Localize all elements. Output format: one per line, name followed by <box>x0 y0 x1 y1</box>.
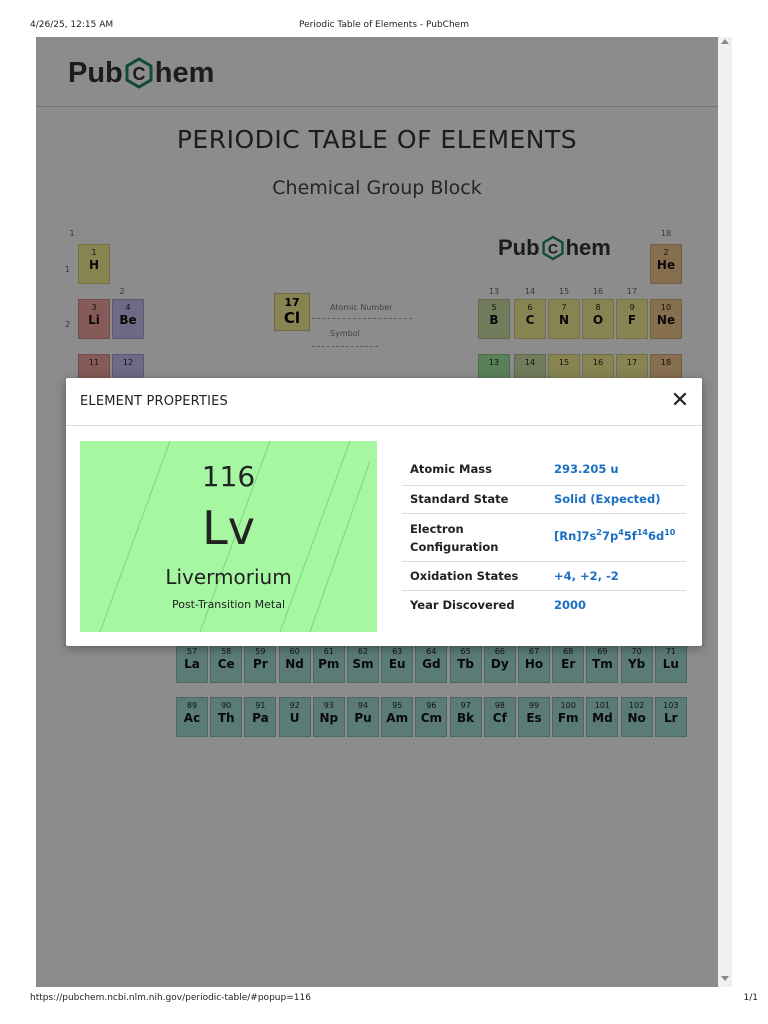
element-cell-symbol: Ce <box>217 657 235 671</box>
element-cell-number: 99 <box>528 701 540 710</box>
element-cell-number: 94 <box>357 701 369 710</box>
property-label: Electron Configuration <box>410 522 499 554</box>
property-row-standard-state <box>402 486 686 514</box>
element-cell-number: 96 <box>426 701 437 710</box>
element-cell-number: 93 <box>323 701 334 710</box>
element-cell-symbol: Bk <box>457 711 475 725</box>
element-number: 116 <box>201 460 256 493</box>
group-label: 14 <box>524 287 536 296</box>
element-cell-symbol: Er <box>561 657 576 671</box>
property-label: Atomic Mass <box>410 462 492 476</box>
print-header <box>0 0 768 36</box>
mini-logo-right: hem <box>565 235 611 260</box>
element-cell-symbol: F <box>627 313 637 327</box>
group-label: 16 <box>592 287 604 296</box>
print-page-number: 1/1 <box>743 993 758 1003</box>
legend-number: 17 <box>284 296 300 309</box>
print-url: https://pubchem.ncbi.nlm.nih.gov/periodic-table/#popup=116 <box>30 993 311 1003</box>
element-cell-number: 9 <box>629 303 635 312</box>
ec-sup: 2 <box>596 528 602 537</box>
property-value[interactable] <box>554 528 675 543</box>
properties-table <box>402 455 686 619</box>
element-cell-symbol: Gd <box>422 657 441 671</box>
element-cell-number: 18 <box>660 358 672 367</box>
element-cell-number: 57 <box>186 647 198 656</box>
ec-sup: 4 <box>618 528 624 537</box>
element-cell-symbol: Lu <box>662 657 679 671</box>
element-cell-symbol: Sm <box>352 657 374 671</box>
element-properties-modal <box>66 378 702 646</box>
property-label: Standard State <box>410 492 509 506</box>
page-title: PERIODIC TABLE OF ELEMENTS <box>176 125 578 154</box>
group-label: 15 <box>558 287 570 296</box>
element-cell-symbol: Nd <box>285 657 304 671</box>
element-cell-symbol: Pu <box>354 711 372 725</box>
element-cell-symbol: Pr <box>253 657 268 671</box>
modal-title: ELEMENT PROPERTIES <box>80 394 228 409</box>
element-cell-number: 1 <box>91 248 97 257</box>
element-cell-number: 101 <box>594 701 611 710</box>
property-label: Year Discovered <box>410 598 515 612</box>
group-label: 13 <box>488 287 500 296</box>
ec-part: 6d <box>647 528 665 543</box>
element-cell-symbol: Dy <box>490 657 509 671</box>
element-cell-number: 61 <box>323 647 334 656</box>
element-cell-number: 58 <box>221 647 232 656</box>
property-row-oxidation-states <box>402 562 686 591</box>
property-row-year-discovered <box>402 591 686 619</box>
logo-text-right: hem <box>154 56 215 89</box>
element-cell-number: 92 <box>289 701 300 710</box>
period-label: 1 <box>65 265 71 274</box>
element-category: Post-Transition Metal <box>171 598 286 611</box>
element-cell-number: 4 <box>125 303 131 312</box>
element-cell-symbol: Fm <box>557 711 579 725</box>
element-cell-symbol: Np <box>319 711 339 725</box>
element-cell-symbol: Tb <box>457 657 474 671</box>
element-cell-symbol: Yb <box>627 657 646 671</box>
element-cell-number: 67 <box>528 647 540 656</box>
element-cell-symbol: Cf <box>492 711 507 725</box>
property-value[interactable]: Solid (Expected) <box>554 492 661 506</box>
element-cell-symbol: Es <box>526 711 542 725</box>
ec-sup: 14 <box>636 528 648 537</box>
element-cell-number: 59 <box>255 647 266 656</box>
element-cell-symbol: Pm <box>318 657 340 671</box>
element-cell-number: 13 <box>488 358 500 367</box>
element-cell-number: 17 <box>626 358 638 367</box>
element-cell-number: 102 <box>628 701 645 710</box>
element-cell-symbol: Eu <box>388 657 406 671</box>
print-footer <box>0 990 768 1024</box>
legend-symbol-label: Symbol <box>330 329 360 338</box>
element-cell-symbol: N <box>558 313 570 327</box>
element-cell-symbol: O <box>592 313 604 327</box>
element-cell-symbol: Ho <box>524 657 544 671</box>
print-title: Periodic Table of Elements - PubChem <box>299 20 469 30</box>
element-cell-symbol: Th <box>217 711 235 725</box>
logo-text-mid: C <box>132 64 146 84</box>
element-cell-number: 69 <box>597 647 608 656</box>
element-cell-number: 63 <box>392 647 403 656</box>
property-row-electron-config <box>402 514 686 562</box>
scroll-up-arrow-icon[interactable] <box>721 39 729 44</box>
ec-part: 7p <box>601 528 619 543</box>
element-cell-symbol: H <box>88 258 100 272</box>
property-label: Oxidation States <box>410 569 519 583</box>
group-label: 17 <box>626 287 638 296</box>
element-cell-number: 68 <box>563 647 574 656</box>
element-cell-symbol: B <box>489 313 499 327</box>
element-cell-symbol: No <box>627 711 646 725</box>
element-cell-symbol: He <box>656 258 676 272</box>
element-cell-number: 11 <box>88 358 100 367</box>
element-cell-number: 90 <box>221 701 232 710</box>
element-cell-symbol: Md <box>592 711 613 725</box>
page-subtitle: Chemical Group Block <box>272 177 482 199</box>
property-row-atomic-mass <box>402 455 686 486</box>
element-cell-number: 12 <box>122 358 134 367</box>
property-value[interactable]: +4, +2, -2 <box>554 569 619 583</box>
element-cell-number: 10 <box>660 303 672 312</box>
scrollbar[interactable] <box>718 37 732 987</box>
element-cell-number: 97 <box>460 701 471 710</box>
element-cell-number: 95 <box>392 701 403 710</box>
modal-header <box>66 378 702 426</box>
group-label: 1 <box>69 229 75 238</box>
element-cell-number: 16 <box>592 358 604 367</box>
element-cell-symbol: U <box>289 711 300 725</box>
element-cell-number: 15 <box>558 358 570 367</box>
element-cell-number: 6 <box>527 303 533 312</box>
mini-logo-left: Pub <box>498 235 540 260</box>
element-cell-number: 64 <box>426 647 437 656</box>
legend-symbol: Cl <box>283 309 301 327</box>
print-datetime: 4/26/25, 12:15 AM <box>30 20 114 30</box>
element-cell-number: 70 <box>631 647 642 656</box>
element-symbol: Lv <box>202 501 255 555</box>
element-cell-number: 103 <box>663 701 679 710</box>
element-cell-number: 7 <box>561 303 567 312</box>
element-cell-number: 89 <box>186 701 198 710</box>
ec-sup: 10 <box>664 528 676 537</box>
element-cell-number: 62 <box>357 647 369 656</box>
element-cell-number: 71 <box>665 647 676 656</box>
element-cell-symbol: Pa <box>252 711 269 725</box>
element-cell-number: 3 <box>91 303 97 312</box>
ec-part: 5f <box>623 528 637 543</box>
group-label: 2 <box>119 287 125 296</box>
element-cell-symbol: Tm <box>592 657 613 671</box>
element-cell-symbol: Cm <box>420 711 443 725</box>
element-cell-symbol: C <box>525 313 535 327</box>
element-cell-symbol: Ac <box>183 711 201 725</box>
element-cell-symbol: Lr <box>664 711 678 725</box>
element-cell-symbol: Ne <box>656 313 676 327</box>
element-cell-number: 14 <box>524 358 536 367</box>
close-button[interactable]: ✕ <box>670 388 690 413</box>
mini-logo-mid: C <box>547 240 558 257</box>
ec-core: [Rn]7s <box>554 528 597 543</box>
element-card <box>80 441 377 632</box>
element-cell-number: 60 <box>289 647 300 656</box>
element-cell-number: 5 <box>491 303 497 312</box>
legend-number-label: Atomic Number <box>330 303 393 312</box>
scroll-down-arrow-icon[interactable] <box>721 976 729 981</box>
element-cell-symbol: Li <box>88 313 100 327</box>
element-cell-number: 66 <box>494 647 505 656</box>
element-cell-symbol: Am <box>386 711 409 725</box>
period-label: 2 <box>65 320 71 329</box>
element-cell-number: 100 <box>560 701 576 710</box>
element-cell-number: 65 <box>460 647 471 656</box>
element-cell-number: 8 <box>595 303 601 312</box>
element-cell-number: 91 <box>255 701 266 710</box>
element-name: Livermorium <box>165 565 292 589</box>
logo-text-left: Pub <box>68 56 123 89</box>
element-cell-number: 98 <box>494 701 505 710</box>
property-value[interactable]: 2000 <box>554 598 587 612</box>
property-value[interactable]: 293.205 u <box>554 462 619 476</box>
element-cell-symbol: La <box>184 657 200 671</box>
element-cell-number: 2 <box>663 248 669 257</box>
group-label: 18 <box>660 229 672 238</box>
element-cell-symbol: Be <box>119 313 137 327</box>
